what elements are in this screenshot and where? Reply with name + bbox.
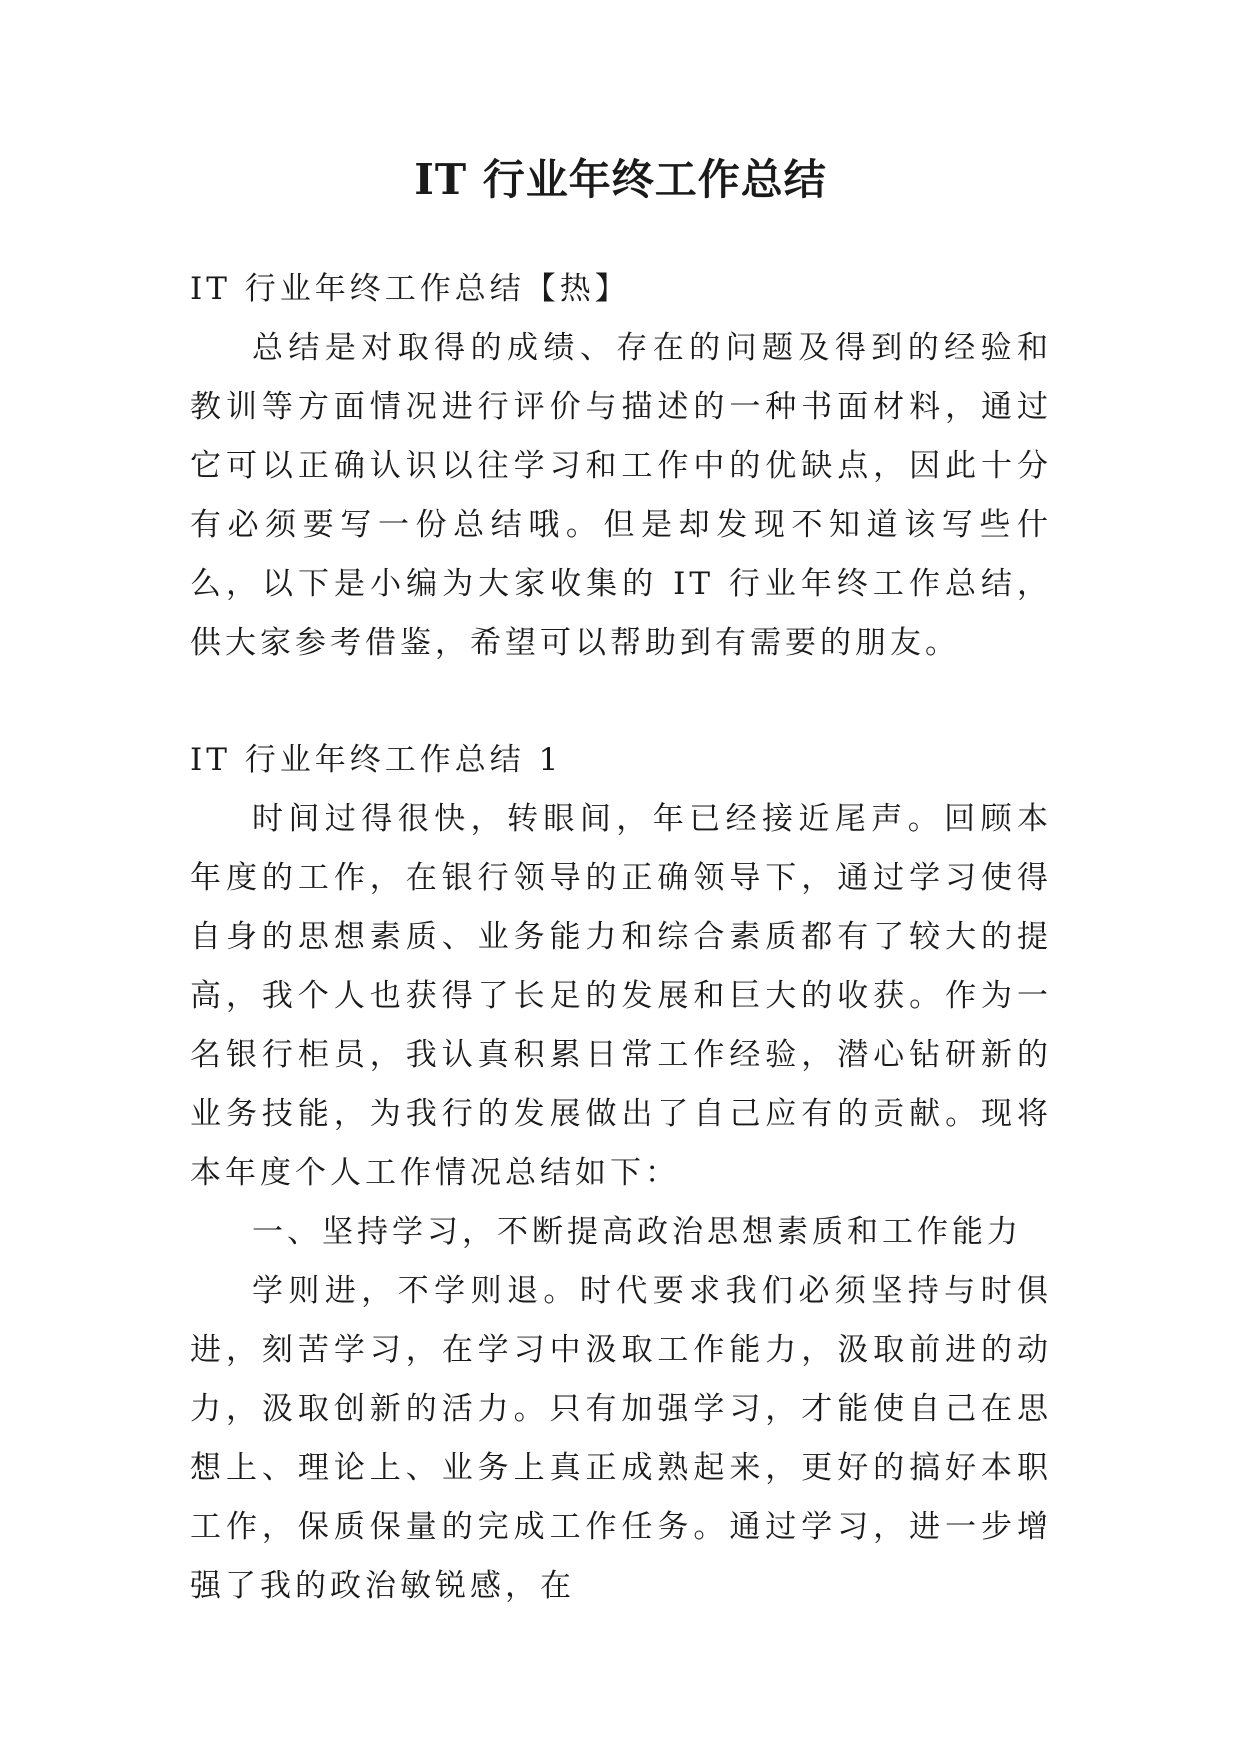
- intro-heading: IT 行业年终工作总结【热】: [190, 271, 630, 307]
- section-spacer: [190, 673, 1052, 731]
- intro-paragraph: 总结是对取得的成绩、存在的问题及得到的经验和教训等方面情况进行评价与描述的一种书面材料，通过它可以正确认识以往学习和工作中的优缺点，因此十分有必须要写一份总结哦。但是却发现不知道该写些什么，以下是小编为大家收集的 IT 行业年终工作总结，供大家参考借鉴，希望可以帮助到有需要的朋友。: [190, 330, 1052, 661]
- section1-paragraph-1: 时间过得很快，转眼间，年已经接近尾声。回顾本年度的工作，在银行领导的正确领导下，通过学习使得自身的思想素质、业务能力和综合素质都有了较大的提高，我个人也获得了长足的发展和巨大的收获。作为一名银行柜员，我认真积累日常工作经验，潜心钻研新的业务技能，为我行的发展做出了自己应有的贡献。现将本年度个人工作情况总结如下：: [190, 801, 1052, 1191]
- section1-paragraph-2: 学则进，不学则退。时代要求我们必须坚持与时俱进，刻苦学习，在学习中汲取工作能力，汲取前进的动力，汲取创新的活力。只有加强学习，才能使自己在思想上、理论上、业务上真正成熟起来，更好的搞好本职工作，保质保量的完成工作任务。通过学习，进一步增强了我的政治敏锐感，在: [190, 1273, 1052, 1604]
- section1-subheading: 一、坚持学习，不断提高政治思想素质和工作能力: [252, 1214, 1022, 1250]
- document-title: IT 行业年终工作总结: [414, 155, 827, 204]
- section1-heading: IT 行业年终工作总结 1: [190, 742, 563, 778]
- document-body: [190, 260, 1052, 1616]
